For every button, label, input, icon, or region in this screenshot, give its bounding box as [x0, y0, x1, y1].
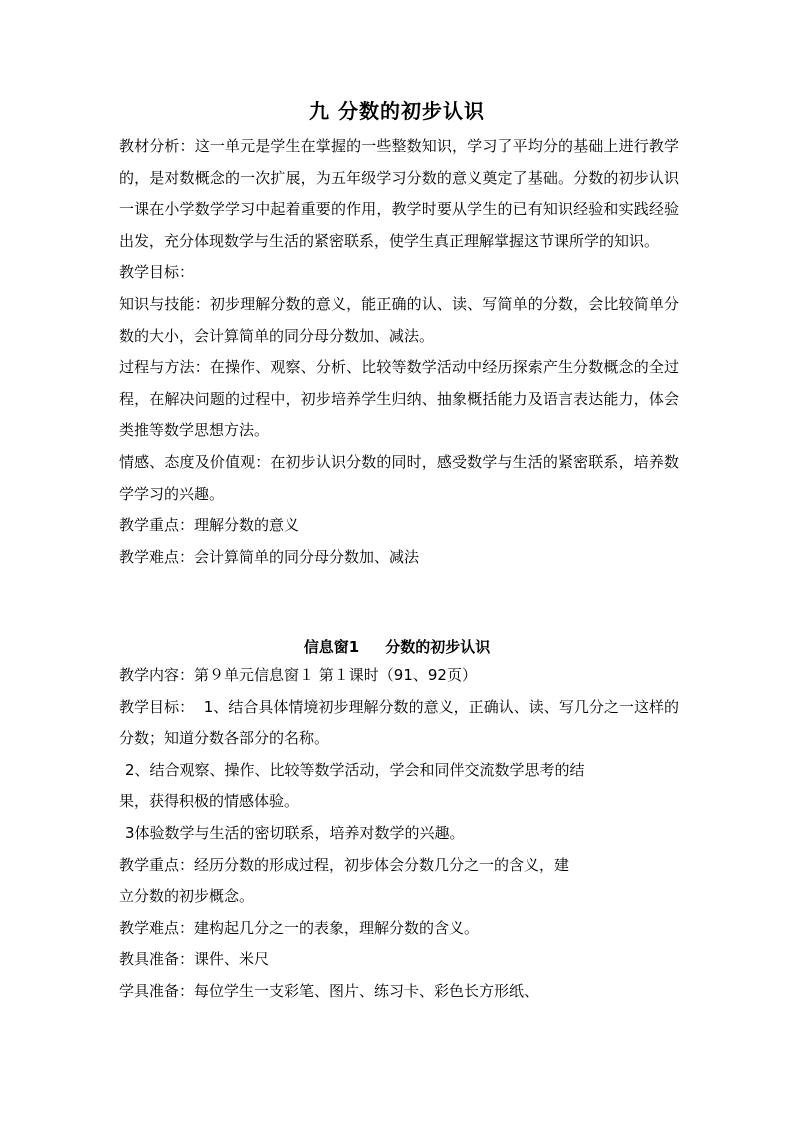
unit-overview-section	[119, 131, 679, 573]
lesson-key-point-continued: 立分数的初步概念。	[119, 887, 255, 906]
lesson-goal-1: 教学目标： 1、结合具体情境初步理解分数的意义，正确认、读、写几分之一这样的分数；知道分数各部分的名称。	[119, 697, 679, 748]
knowledge-skills-paragraph: 知识与技能：初步理解分数的意义，能正确的认、读、写简单的分数，会比较简单分数的大小，会计算简单的同分母分数加、减法。	[119, 294, 679, 345]
lesson-section	[119, 660, 679, 1008]
lesson-goal-2-continued: 果，获得积极的情感体验。	[119, 792, 300, 811]
teaching-goals-heading: 教学目标：	[119, 263, 195, 282]
process-method-paragraph: 过程与方法：在操作、观察、分析、比较等数学活动中经历探索产生分数概念的全过程，在解决问题的过程中，初步培养学生归纳、抽象概括能力及语言表达能力，体会类推等数学思想方法。	[119, 358, 679, 440]
lesson-difficult-point: 教学难点：建构起几分之一的表象，理解分数的含义。	[119, 918, 480, 937]
textbook-analysis-paragraph: 教材分析：这一单元是学生在掌握的一些整数知识，学习了平均分的基础上进行教学的，是对数概念的一次扩展，为五年级学习分数的意义奠定了基础。分数的初步认识一课在小学数学学习中起着重要的作用，教学时要从学生的已有知识经验和实践经验出发，充分体现数学与生活的紧密联系，使学生真正理解掌握这节课所学的知识。	[119, 137, 679, 250]
document-title: 九 分数的初步认识	[309, 99, 485, 123]
lesson-goal-3: 3体验数学与生活的密切联系，培养对数学的兴趣。	[125, 823, 465, 842]
lesson-title: 信息窗1 分数的初步认识	[303, 638, 491, 656]
lesson-content-line: 教学内容：第９单元信息窗１ 第１课时（91、92页）	[119, 666, 477, 684]
difficult-point-paragraph: 教学难点：会计算简单的同分母分数加、减法	[119, 547, 420, 566]
student-materials: 学具准备：每位学生一支彩笔、图片、练习卡、彩色长方形纸、	[119, 981, 540, 1000]
lesson-goal-2: 2、结合观察、操作、比较等数学活动，学会和同伴交流数学思考的结	[125, 760, 585, 779]
lesson-key-point: 教学重点：经历分数的形成过程，初步体会分数几分之一的含义，建	[119, 855, 570, 874]
emotion-attitude-paragraph: 情感、态度及价值观：在初步认识分数的同时，感受数学与生活的紧密联系，培养数学学习的兴趣。	[119, 452, 679, 503]
key-point-paragraph: 教学重点：理解分数的意义	[119, 516, 300, 535]
teaching-aids: 教具准备：课件、米尺	[119, 950, 270, 969]
